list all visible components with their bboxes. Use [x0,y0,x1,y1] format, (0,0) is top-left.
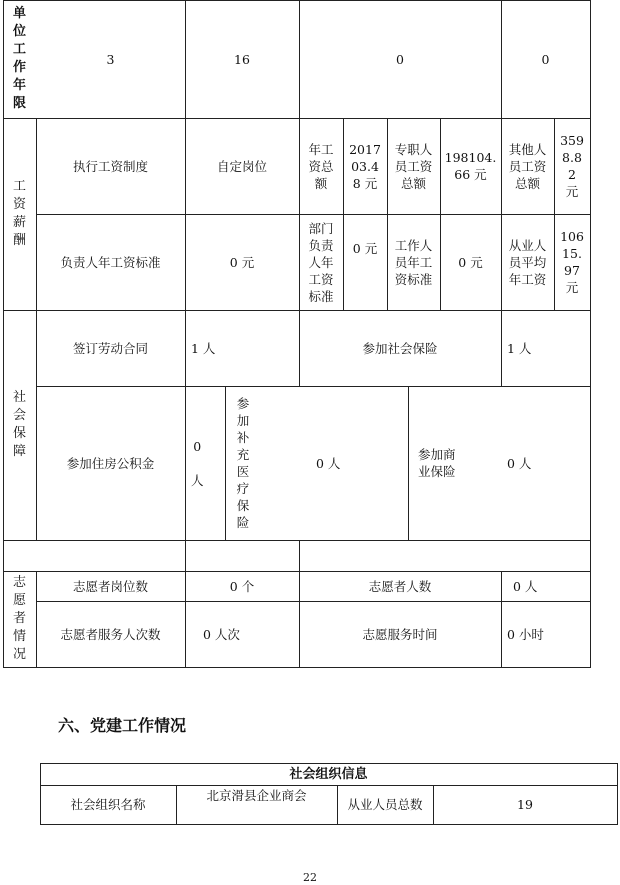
work-years-value-2: 16 [234,51,250,67]
org-name-value: 北京滑县企业商会 [206,788,307,803]
page-number: 22 [303,871,317,884]
org-info-header: 社会组织信息 [289,766,368,782]
social-security-label: 社 会 保 障 [12,390,26,459]
contract-value: 1 人 [191,340,216,356]
org-staff-label: 从业人员总数 [347,797,423,812]
supp-medical-label: 参 加 补 充 医 疗 保 险 [236,396,250,530]
volunteer-hours-value: 0 小时 [507,626,544,642]
volunteer-times-value: 0 人次 [203,626,240,642]
annual-total-value: 2017 03.4 8 元 [349,141,381,191]
housing-fund-label: 参加住房公积金 [66,455,155,471]
insurance-value: 1 人 [507,340,532,356]
housing-fund-value: 0 人 [191,438,204,488]
dept-std-value: 0 元 [352,241,378,256]
volunteer-times-label: 志愿者服务人次数 [60,626,161,642]
work-years-label: 单 位 工 作 年 限 [12,6,26,111]
other-total-label: 其他人 员工资 总额 [508,141,547,191]
supp-medical-value: 0 人 [316,455,341,471]
insurance-label: 参加社会保险 [362,340,438,356]
leader-std-label: 负责人年工资标准 [60,254,161,270]
staff-std-value: 0 元 [458,254,483,270]
section-title: 六、党建工作情况 [58,716,187,735]
volunteer-count-label: 志愿者人数 [368,578,432,594]
work-years-value-1: 3 [106,51,115,67]
leader-std-value: 0 元 [229,254,255,270]
staff-std-label: 工作人 员年工 资标准 [394,237,433,287]
work-years-value-4: 0 [541,51,550,67]
volunteer-count-value: 0 人 [513,578,538,594]
org-staff-value: 19 [517,797,533,812]
fulltime-total-label: 专职人 员工资 总额 [394,141,433,191]
commercial-ins-label: 参加商 业保险 [418,447,456,479]
exec-system-value: 自定岗位 [216,158,267,174]
contract-label: 签订劳动合同 [72,340,148,356]
work-years-value-3: 0 [396,51,404,67]
commercial-ins-value: 0 人 [507,455,532,471]
org-name-label: 社会组织名称 [70,797,146,812]
avg-salary-value: 106 15. 97 元 [560,229,584,295]
salary-label: 工 资 薪 酬 [12,179,26,248]
volunteer-hours-label: 志愿服务时间 [362,626,438,642]
other-total-value: 359 8.8 2 元 [560,133,584,199]
volunteer-posts-value: 0 个 [229,578,255,594]
exec-system-label: 执行工资制度 [72,158,148,174]
fulltime-total-value: 198104. 66 元 [444,150,497,182]
volunteer-posts-label: 志愿者岗位数 [72,578,148,594]
annual-total-label: 年工 资总 额 [308,141,334,191]
dept-std-label: 部门 负责 人年 工资 标准 [308,220,334,304]
avg-salary-label: 从业人 员平均 年工资 [508,237,547,287]
volunteer-label: 志 愿 者 情 况 [12,575,26,662]
